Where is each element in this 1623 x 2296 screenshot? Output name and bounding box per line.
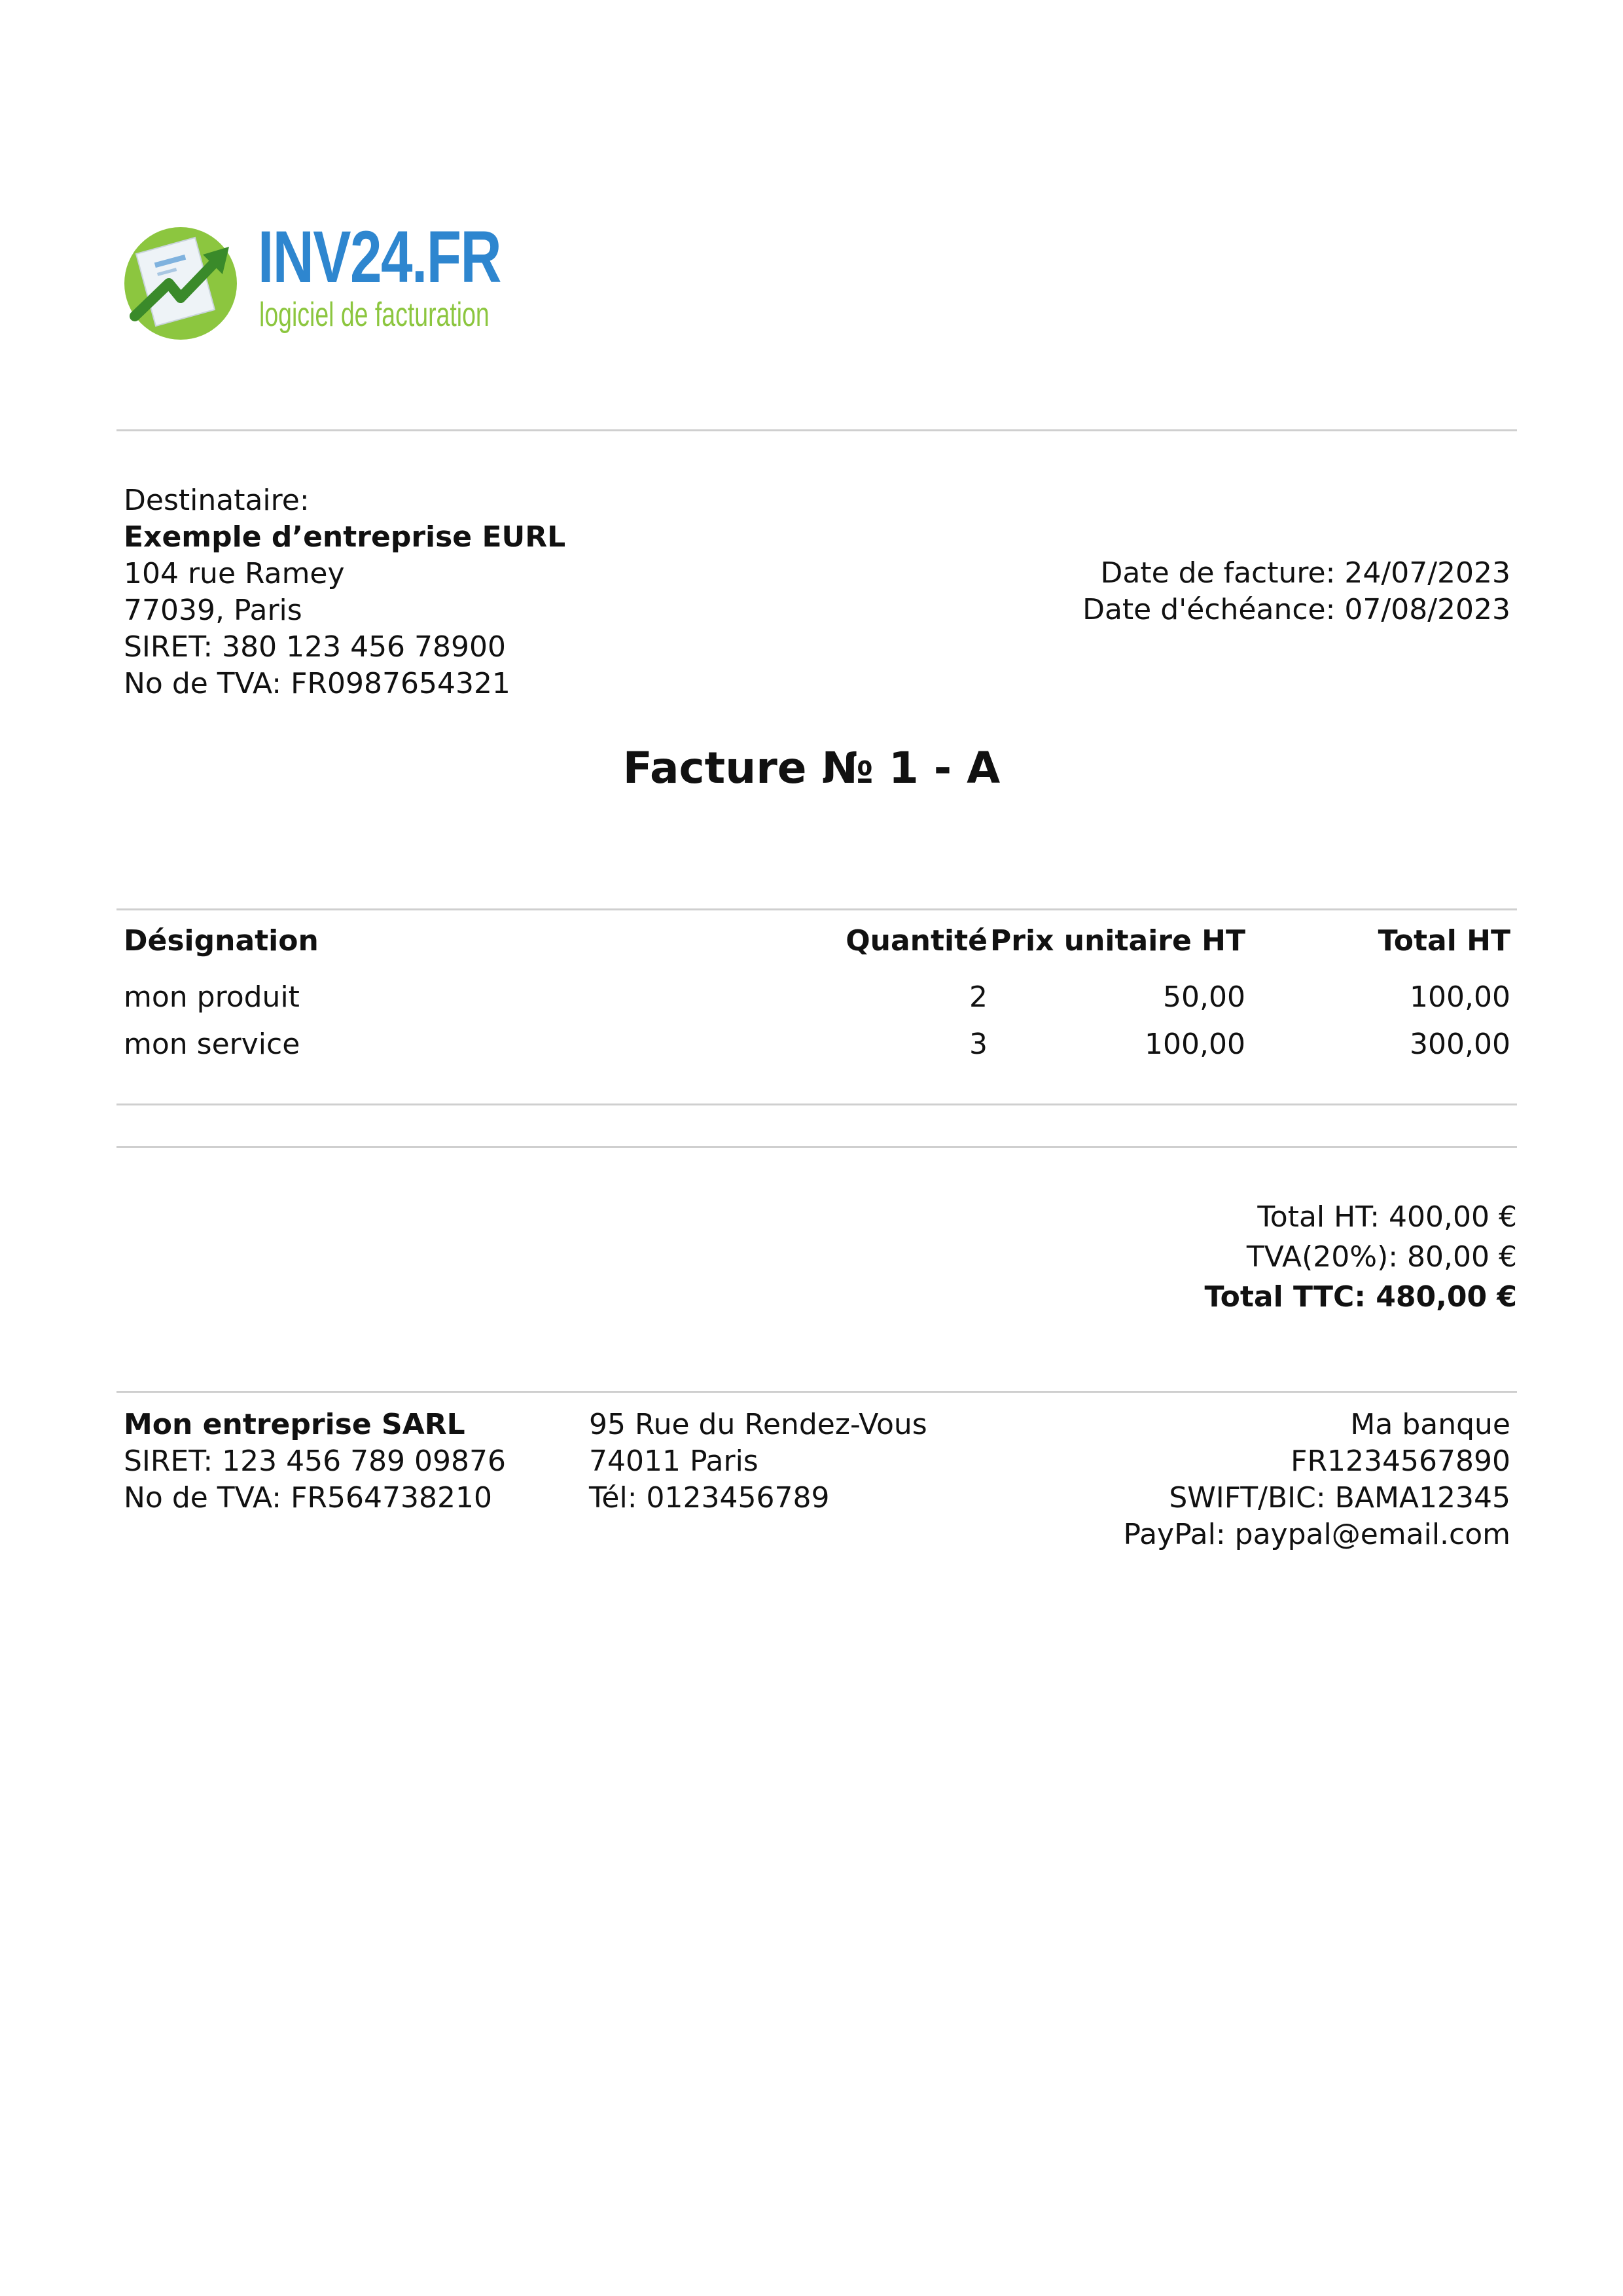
header-designation: Désignation xyxy=(124,924,319,958)
row-unit-price: 50,00 xyxy=(1163,980,1245,1014)
invoice-title: Facture № 1 - A xyxy=(622,743,1001,793)
footer-address xyxy=(589,1407,927,1516)
company-logo xyxy=(116,213,501,344)
totals-divider xyxy=(116,1146,1517,1148)
total-ht: Total HT: 400,00 € xyxy=(1257,1200,1517,1234)
table-row xyxy=(116,1026,1517,1073)
footer-bank xyxy=(1124,1407,1510,1553)
address-city: 74011 Paris xyxy=(589,1444,758,1478)
header-quantity: Quantité xyxy=(846,924,988,958)
recipient-vat: No de TVA: FR0987654321 xyxy=(124,667,510,700)
row-total: 100,00 xyxy=(1410,980,1510,1014)
invoice-dates xyxy=(1082,555,1510,628)
recipient-street: 104 rue Ramey xyxy=(124,557,345,590)
due-date: Date d'échéance: 07/08/2023 xyxy=(1082,593,1510,626)
row-total: 300,00 xyxy=(1410,1028,1510,1061)
table-bottom-divider xyxy=(116,1103,1517,1105)
footer-company xyxy=(124,1407,506,1516)
row-quantity: 3 xyxy=(969,1028,988,1061)
table-top-divider xyxy=(116,908,1517,910)
total-tva: TVA(20%): 80,00 € xyxy=(1246,1240,1517,1274)
header-unit-price: Prix unitaire HT xyxy=(990,924,1245,958)
logo-name: INV24.FR xyxy=(258,216,501,298)
totals-block xyxy=(1205,1197,1518,1317)
row-designation: mon produit xyxy=(124,980,300,1014)
company-siret: SIRET: 123 456 789 09876 xyxy=(124,1444,507,1478)
invoice-date: Date de facture: 24/07/2023 xyxy=(1100,556,1510,590)
invoice-growth-icon xyxy=(116,218,247,342)
items-table xyxy=(116,923,1517,1073)
recipient-label: Destinataire: xyxy=(124,484,310,517)
total-ttc: Total TTC: 480,00 € xyxy=(1204,1280,1517,1314)
bank-iban: FR1234567890 xyxy=(1291,1444,1510,1478)
recipient-siret: SIRET: 380 123 456 78900 xyxy=(124,630,507,664)
row-designation: mon service xyxy=(124,1028,300,1061)
header-divider xyxy=(116,429,1517,431)
table-header-row xyxy=(116,923,1517,979)
bank-paypal: PayPal: paypal@email.com xyxy=(1123,1518,1510,1551)
company-vat: No de TVA: FR564738210 xyxy=(124,1481,492,1515)
address-street: 95 Rue du Rendez-Vous xyxy=(589,1408,927,1441)
bank-swift: SWIFT/BIC: BAMA12345 xyxy=(1169,1481,1510,1515)
company-name: Mon entreprise SARL xyxy=(124,1408,465,1441)
recipient-block xyxy=(124,482,565,702)
header-total: Total HT xyxy=(1378,924,1510,958)
recipient-company: Exemple d’entreprise EURL xyxy=(124,520,566,554)
footer-divider xyxy=(116,1391,1517,1393)
row-quantity: 2 xyxy=(969,980,988,1014)
table-row xyxy=(116,979,1517,1026)
address-phone: Tél: 0123456789 xyxy=(589,1481,830,1515)
logo-tagline: logiciel de facturation xyxy=(259,296,490,334)
row-unit-price: 100,00 xyxy=(1145,1028,1245,1061)
bank-name: Ma banque xyxy=(1350,1408,1510,1441)
recipient-city: 77039, Paris xyxy=(124,594,302,627)
